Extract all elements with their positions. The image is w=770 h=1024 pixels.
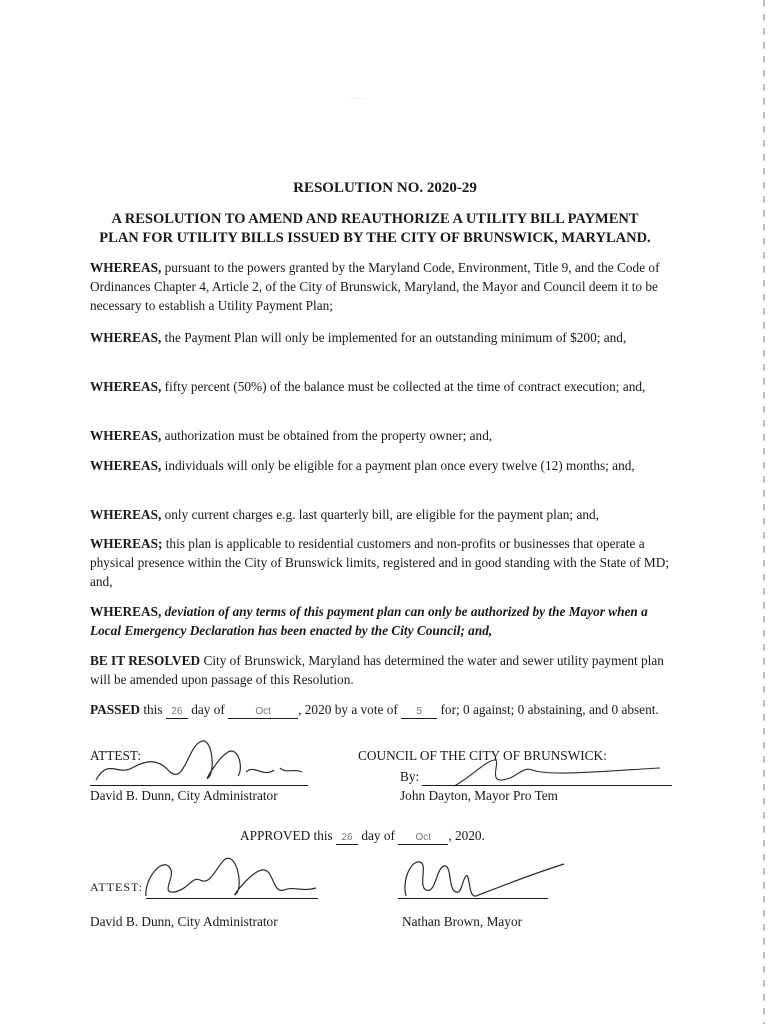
resolution-title: RESOLUTION NO. 2020-29: [293, 180, 477, 196]
whereas-label: WHEREAS,: [90, 428, 162, 443]
whereas-clause-4: [90, 426, 670, 445]
whereas-clause-5: [90, 456, 670, 475]
passed-day-blank: 26: [166, 706, 188, 719]
administrator-signature-line-2: [146, 898, 318, 899]
whereas-label: WHEREAS,: [90, 604, 162, 619]
subtitle-line-2: PLAN FOR UTILITY BILLS ISSUED BY THE CITY OF BRUNSWICK, MARYLAND.: [99, 230, 651, 246]
whereas-clause-7: [90, 534, 670, 591]
passed-month-blank: Oct: [228, 706, 298, 719]
clause-text: pursuant to the powers granted by the Maryland Code, Environment, Title 9, and the Code of Ordinances Chapter 4, Article 2, of the City of Brunswick, Maryland, the Mayor and Council deem it to be necessary to establish a Utility Payment Plan;: [90, 260, 660, 313]
clause-text: the Payment Plan will only be implemented for an outstanding minimum of $200; and,: [161, 330, 627, 345]
administrator-name: David B. Dunn, City Administrator: [90, 788, 278, 803]
clause-text: authorization must be obtained from the property owner; and,: [161, 428, 493, 443]
header-marks: · ·····: [350, 96, 366, 101]
passed-text: , 2020 by a vote of: [298, 702, 402, 717]
clause-text: only current charges e.g. last quarterly bill, are eligible for the payment plan; and,: [161, 507, 599, 522]
mayor-pro-tem-signature: [440, 752, 670, 792]
mayor-pro-tem-name: John Dayton, Mayor Pro Tem: [400, 788, 559, 803]
clause-text: this plan is applicable to residential customers and non-profits or businesses that operate a physical presence within the City of Brunswick limits, registered and in good standing with the State of MD; and,: [90, 536, 670, 589]
emphasized-clause-text: deviation of any terms of this payment plan can only be authorized by the Mayor when a Local Emergency Declaration has been enacted by the City Council; and,: [90, 604, 648, 638]
approved-text: , 2020.: [448, 828, 485, 843]
resolution-subtitle: [60, 210, 690, 248]
attest-label: ATTEST:: [90, 748, 142, 763]
be-it-resolved-label: BE IT RESOLVED: [90, 653, 201, 668]
approved-text: day of: [358, 828, 399, 843]
passed-text: day of: [187, 702, 229, 717]
whereas-clause-6: [90, 505, 670, 524]
by-label: By:: [400, 769, 420, 784]
mayor-name: Nathan Brown, Mayor: [402, 914, 523, 929]
whereas-label: WHEREAS,: [90, 330, 162, 345]
whereas-label: WHEREAS;: [90, 536, 163, 551]
whereas-clause-3: [90, 377, 670, 396]
approved-line: [240, 826, 560, 845]
approved-month-blank: Oct: [398, 832, 448, 845]
passed-votes-blank: 5: [401, 706, 437, 719]
whereas-clause-8: [90, 602, 670, 640]
passed-text: for; 0 against; 0 abstaining, and 0 absent.: [437, 702, 659, 717]
whereas-clause-2: [90, 328, 670, 347]
scan-margin-marks: [763, 0, 765, 1024]
be-it-resolved-clause: [90, 651, 670, 689]
whereas-label: WHEREAS,: [90, 458, 162, 473]
passed-label: PASSED: [90, 702, 140, 717]
administrator-signature-line: [90, 785, 308, 786]
subtitle-line-1: A RESOLUTION TO AMEND AND REAUTHORIZE A UTILITY BILL PAYMENT: [111, 211, 639, 227]
administrator-signature: [88, 728, 318, 788]
clause-text: individuals will only be eligible for a payment plan once every twelve (12) months; and,: [161, 458, 635, 473]
mayor-signature-line: [398, 898, 548, 899]
council-heading: COUNCIL OF THE CITY OF BRUNSWICK:: [358, 748, 607, 763]
administrator-name: David B. Dunn, City Administrator: [90, 914, 278, 929]
resolved-text: City of Brunswick, Maryland has determined the water and sewer utility payment plan will be amended upon passage of this Resolution.: [90, 653, 664, 687]
passed-text: this: [140, 702, 166, 717]
administrator-signature: [140, 846, 340, 906]
clause-text: fifty percent (50%) of the balance must be collected at the time of contract execution; and,: [161, 379, 646, 394]
attest-label: ATTEST:: [90, 880, 144, 894]
whereas-clause-1: [90, 258, 670, 315]
whereas-label: WHEREAS,: [90, 260, 162, 275]
whereas-label: WHEREAS,: [90, 379, 162, 394]
whereas-label: WHEREAS,: [90, 507, 162, 522]
approved-day-blank: 26: [336, 832, 358, 845]
mayor-signature: [396, 846, 576, 906]
approved-text: APPROVED this: [240, 828, 337, 843]
passed-clause: [90, 700, 670, 719]
